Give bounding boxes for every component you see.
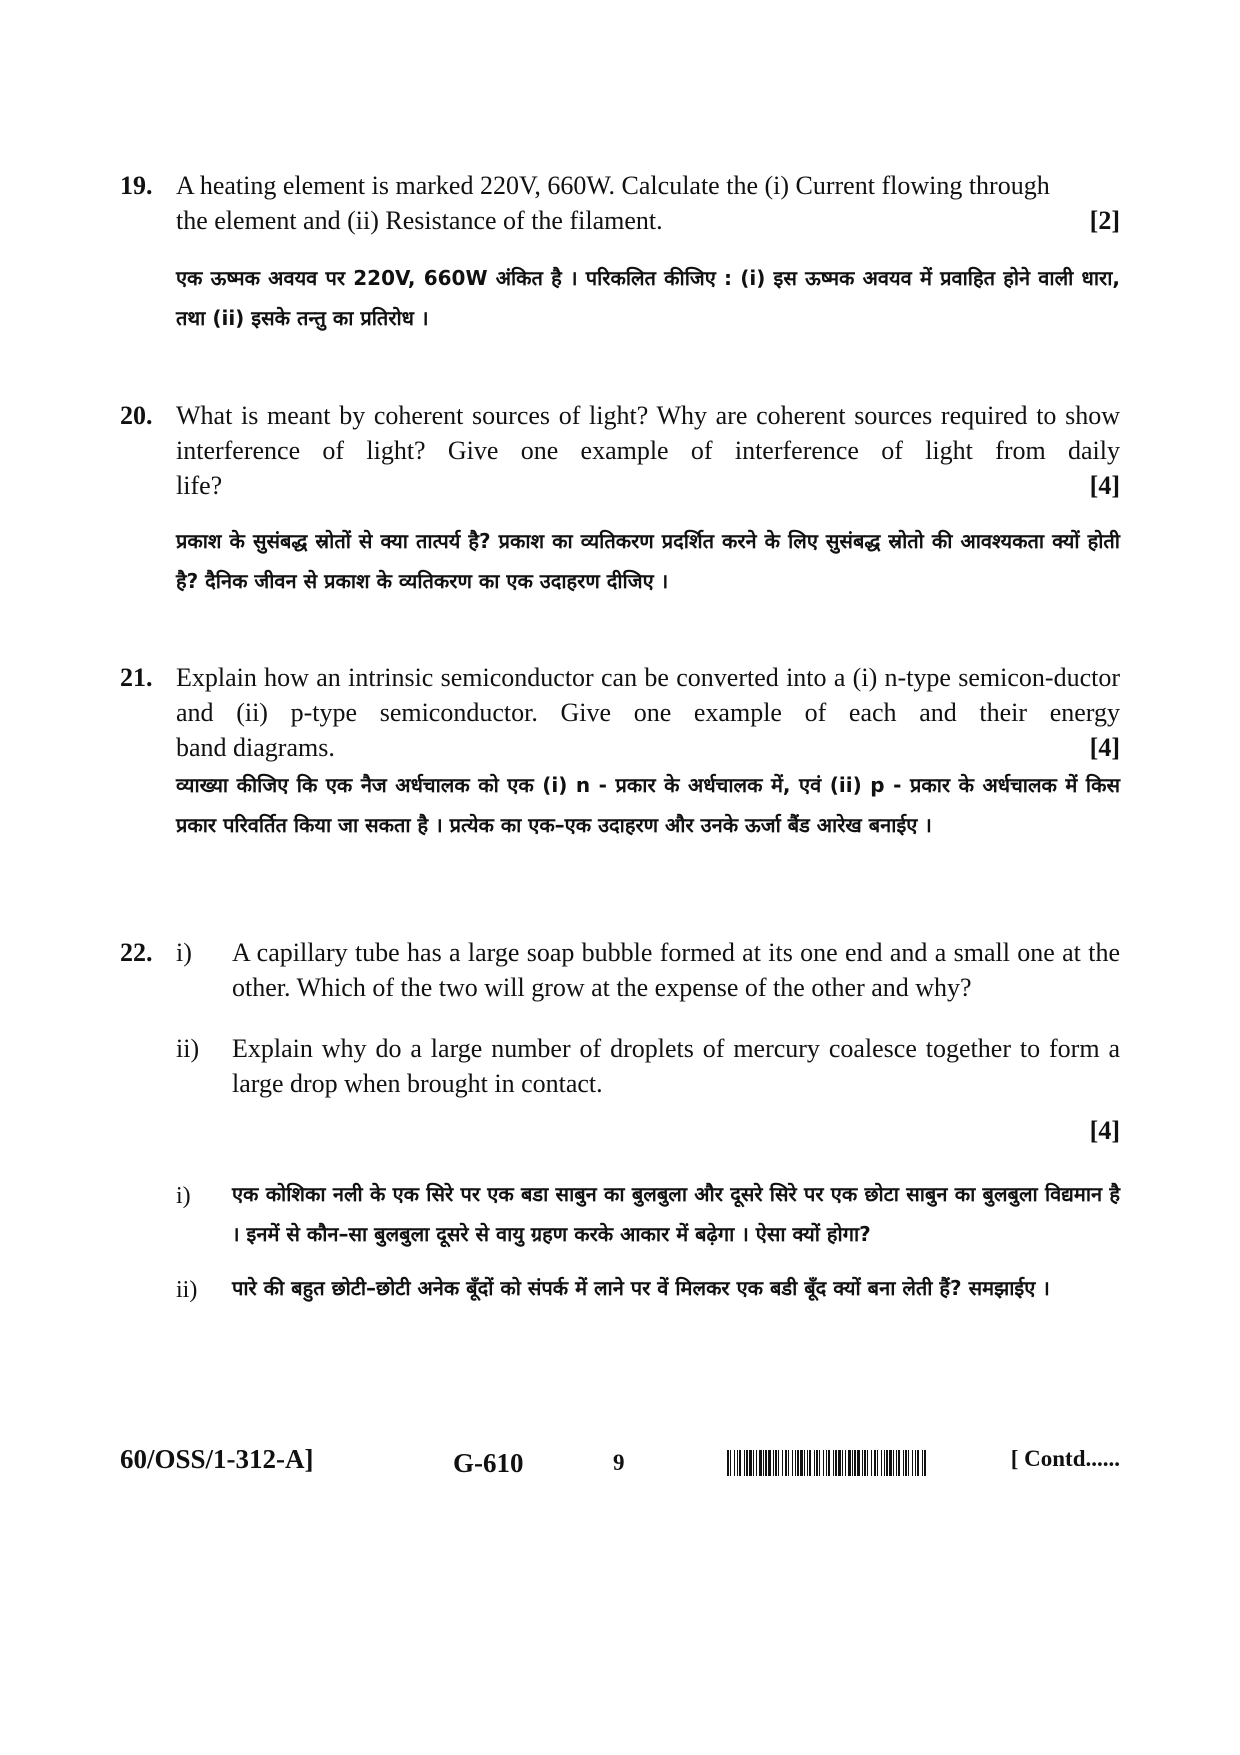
paper-code: 60/OSS/1-312-A] <box>120 1444 314 1474</box>
question-body <box>176 660 1120 845</box>
sub-question-text: Explain why do a large number of droplets of mercury coalesce together to form a large drop when brought in contact. <box>232 1034 1120 1098</box>
sub-question-text: पारे की बहुत छोटी–छोटी अनेक बूँदों को संपर्क में लाने पर वें मिलकर एक बडी बूँद क्यों बना लेती हैं? समझाईए । <box>232 1276 1050 1300</box>
question-text-en-last: life? <box>176 471 223 500</box>
question-text-en: Explain how an intrinsic semiconductor can be converted into a (i) n-type semicon-ductor and (ii) p-type semiconductor. Give one example of each and their energy <box>176 663 1120 727</box>
question-number: 20. <box>120 401 153 430</box>
sub-question-label: ii) <box>176 1034 200 1063</box>
question-21 <box>120 660 1120 845</box>
question-body <box>176 398 1120 601</box>
question-22 <box>120 935 1120 1308</box>
marks-label: [2] <box>1089 206 1120 235</box>
question-last-line <box>176 730 1120 765</box>
sub-question-ii-hi <box>176 1268 1120 1308</box>
sub-question-label: i) <box>176 938 192 967</box>
question-number: 19. <box>120 171 153 200</box>
marks-label: [4] <box>1089 733 1120 762</box>
question-body <box>176 935 1120 1308</box>
question-text-hi: प्रकाश के सुसंबद्ध स्रोतों से क्या तात्पर्य है? प्रकाश का व्यतिकरण प्रदर्शित करने के लिए सुसंबद्ध स्रोतो की आवश्यकता क्यों होती है? दैनिक जीवन से प्रकाश के व्यतिकरण का एक उदाहरण दीजिए । <box>176 529 1120 593</box>
question-text-hi: व्याख्या कीजिए कि एक नैज अर्धचालक को एक (i) n - प्रकार के अर्धचालक में, एवं (ii) p - प्रकार के अर्धचालक में किस प्रकार परिवर्तित किया जा सकता है । प्रत्येक का एक–एक उदाहरण और उनके ऊर्जा बैंड आरेख बनाईए । <box>176 773 1120 837</box>
question-text-hi: एक ऊष्मक अवयव पर 220V, 660W अंकित है । परिकलित कीजिए : (i) इस ऊष्मक अवयव में प्रवाहित होने वाली धारा, तथा (ii) इसके तन्तु का प्रतिरोध । <box>176 266 1120 330</box>
question-text-en-last: band diagrams. <box>176 733 335 762</box>
sub-question-ii-en <box>176 1031 1120 1101</box>
sub-question-text: A capillary tube has a large soap bubble formed at its one end and a small one at the other. Which of the two will grow at the expense of the other and why? <box>232 938 1120 1002</box>
marks-label: [4] <box>1089 1116 1120 1145</box>
sub-question-i-hi <box>176 1174 1120 1254</box>
question-number: 21. <box>120 663 153 692</box>
page-number: 9 <box>613 1450 625 1475</box>
question-last-line <box>176 468 1120 503</box>
continued-label: [ Contd...... <box>1010 1446 1120 1471</box>
question-text-en-line-2: the element and (ii) Resistance of the filament. <box>176 206 663 235</box>
barcode <box>727 1450 927 1476</box>
sub-question-label: ii) <box>176 1277 198 1303</box>
question-text-en-line-1: A heating element is marked 220V, 660W. Calculate the (i) Current flowing through <box>176 171 1050 200</box>
sub-question-i-en <box>176 935 1120 1005</box>
question-last-line <box>176 203 1120 238</box>
page-footer <box>120 1444 1120 1484</box>
series-code: G-610 <box>453 1448 524 1478</box>
question-number: 22. <box>120 938 153 967</box>
question-20 <box>120 398 1120 601</box>
question-text-en: What is meant by coherent sources of light? Why are coherent sources required to show interference of light? Give one example of interference of light from daily <box>176 401 1120 465</box>
question-19 <box>120 168 1120 338</box>
sub-question-label: i) <box>176 1183 191 1209</box>
marks-label: [4] <box>1089 471 1120 500</box>
question-body <box>176 168 1120 338</box>
sub-question-text: एक कोशिका नली के एक सिरे पर एक बडा साबुन का बुलबुला और दूसरे सिरे पर एक छोटा साबुन का बुलबुला विद्यमान है । इनमें से कौन–सा बुलबुला दूसरे से वायु ग्रहण करके आकार में बढ़ेगा । ऐसा क्यों होगा? <box>232 1182 1120 1246</box>
